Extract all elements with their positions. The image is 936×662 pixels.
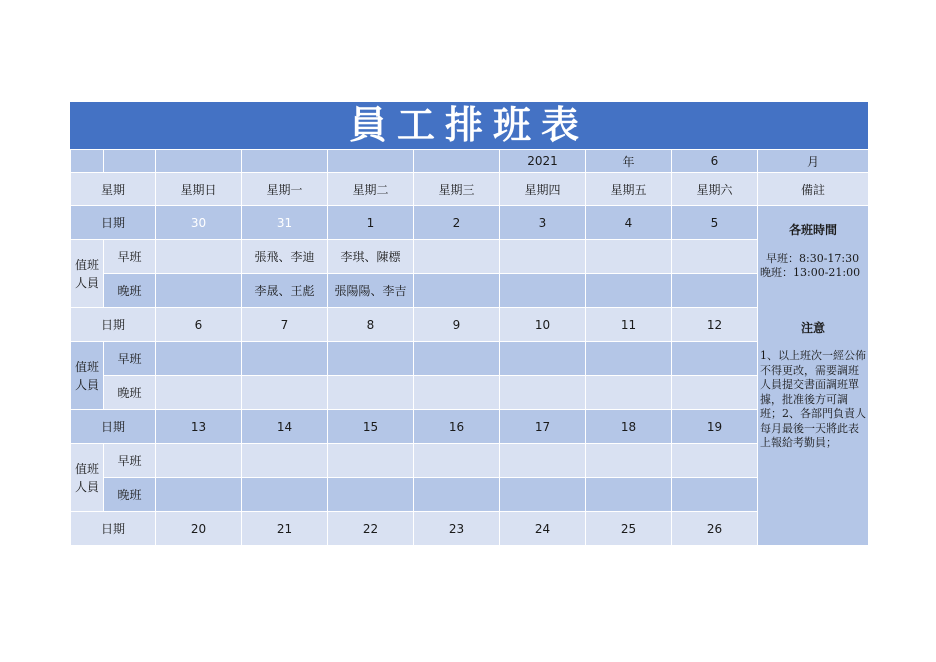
date-cell[interactable]: 23 [414, 512, 500, 546]
shift-cell[interactable] [500, 376, 586, 410]
shift-times-title: 各班時間 [788, 223, 837, 237]
duty-staff-label: 值班人員 [71, 342, 104, 410]
month-label: 月 [758, 150, 869, 173]
morning-shift-row [71, 240, 869, 274]
date-row [71, 308, 869, 342]
schedule-sheet [70, 102, 868, 546]
shift-cell[interactable] [156, 478, 242, 512]
evening-shift-row [71, 376, 869, 410]
shift-cell[interactable] [672, 240, 758, 274]
evening-shift-label: 晚班 [104, 478, 156, 512]
shift-cell[interactable] [328, 444, 414, 478]
date-cell[interactable]: 8 [328, 308, 414, 342]
shift-cell[interactable]: 張飛、李迪 [242, 240, 328, 274]
remarks-label: 備註 [758, 173, 869, 206]
year-label: 年 [586, 150, 672, 173]
weekday-wed: 星期三 [414, 173, 500, 206]
date-cell[interactable]: 5 [672, 206, 758, 240]
date-cell[interactable]: 9 [414, 308, 500, 342]
shift-cell[interactable] [242, 342, 328, 376]
shift-cell[interactable] [414, 342, 500, 376]
date-cell[interactable]: 15 [328, 410, 414, 444]
shift-cell[interactable] [672, 376, 758, 410]
evening-shift-label: 晚班 [104, 376, 156, 410]
shift-cell[interactable] [500, 478, 586, 512]
date-cell[interactable]: 30 [156, 206, 242, 240]
year-value[interactable]: 2021 [500, 150, 586, 173]
shift-cell[interactable] [328, 342, 414, 376]
shift-cell[interactable] [586, 478, 672, 512]
evening-shift-row [71, 478, 869, 512]
shift-cell[interactable] [672, 444, 758, 478]
shift-cell[interactable] [586, 274, 672, 308]
date-cell[interactable]: 6 [156, 308, 242, 342]
shift-cell[interactable] [586, 444, 672, 478]
weekday-thu: 星期四 [500, 173, 586, 206]
duty-staff-label: 值班人員 [71, 444, 104, 512]
date-cell[interactable]: 4 [586, 206, 672, 240]
shift-cell[interactable] [414, 274, 500, 308]
date-cell[interactable]: 10 [500, 308, 586, 342]
weekday-sun: 星期日 [156, 173, 242, 206]
shift-cell[interactable] [586, 240, 672, 274]
date-cell[interactable]: 12 [672, 308, 758, 342]
blank-cell [328, 150, 414, 173]
remarks-cell [758, 206, 869, 546]
date-cell[interactable]: 25 [586, 512, 672, 546]
date-cell[interactable]: 20 [156, 512, 242, 546]
morning-shift-label: 早班 [104, 444, 156, 478]
date-cell[interactable]: 21 [242, 512, 328, 546]
notice-title: 注意 [800, 320, 825, 335]
morning-shift-row [71, 342, 869, 376]
morning-shift-row [71, 444, 869, 478]
blank-cell [71, 150, 104, 173]
schedule-table [70, 149, 869, 546]
shift-cell[interactable] [328, 376, 414, 410]
notice-text: 1、以上班次一經公佈不得更改，需要調班人員提交書面調班單據，批准後方可調班；2、各部門負責人每月最後一天將此表上報給考勤員； [760, 349, 866, 449]
weekday-tue: 星期二 [328, 173, 414, 206]
shift-cell[interactable] [500, 444, 586, 478]
duty-staff-label: 值班人員 [71, 240, 104, 308]
blank-cell [104, 150, 156, 173]
shift-cell[interactable] [586, 342, 672, 376]
date-cell[interactable]: 1 [328, 206, 414, 240]
morning-shift-label: 早班 [104, 342, 156, 376]
shift-times-text: 早班：8:30-17:30 晚班：13:00-21:00 [760, 251, 861, 279]
date-cell[interactable]: 16 [414, 410, 500, 444]
blank-cell [156, 150, 242, 173]
shift-cell[interactable] [414, 376, 500, 410]
evening-shift-row [71, 274, 869, 308]
shift-cell[interactable] [242, 376, 328, 410]
shift-cell[interactable] [242, 478, 328, 512]
date-cell[interactable]: 17 [500, 410, 586, 444]
blank-cell [414, 150, 500, 173]
weekday-sat: 星期六 [672, 173, 758, 206]
shift-cell[interactable] [500, 342, 586, 376]
date-label: 日期 [71, 206, 156, 240]
shift-cell[interactable] [328, 478, 414, 512]
date-label: 日期 [71, 410, 156, 444]
shift-cell[interactable]: 李晟、王彪 [242, 274, 328, 308]
date-cell[interactable]: 26 [672, 512, 758, 546]
weekday-label: 星期 [71, 173, 156, 206]
weekday-row [71, 173, 869, 206]
sheet-title: 員工排班表 [70, 102, 868, 149]
shift-cell[interactable] [500, 240, 586, 274]
shift-cell[interactable] [156, 444, 242, 478]
date-cell[interactable]: 19 [672, 410, 758, 444]
shift-cell[interactable] [414, 478, 500, 512]
month-value[interactable]: 6 [672, 150, 758, 173]
shift-cell[interactable] [500, 274, 586, 308]
date-cell[interactable]: 14 [242, 410, 328, 444]
blank-cell [242, 150, 328, 173]
weekday-fri: 星期五 [586, 173, 672, 206]
date-row [71, 512, 869, 546]
shift-cell[interactable] [156, 376, 242, 410]
shift-cell[interactable]: 李琪、陳標 [328, 240, 414, 274]
shift-cell[interactable] [414, 444, 500, 478]
date-cell[interactable]: 31 [242, 206, 328, 240]
shift-cell[interactable] [672, 342, 758, 376]
date-label: 日期 [71, 308, 156, 342]
evening-shift-label: 晚班 [104, 274, 156, 308]
shift-cell[interactable] [156, 240, 242, 274]
date-cell[interactable]: 2 [414, 206, 500, 240]
shift-cell[interactable]: 張陽陽、李吉 [328, 274, 414, 308]
shift-cell[interactable] [586, 376, 672, 410]
date-cell[interactable]: 3 [500, 206, 586, 240]
shift-cell[interactable] [242, 444, 328, 478]
date-cell[interactable]: 13 [156, 410, 242, 444]
shift-cell[interactable] [156, 342, 242, 376]
weekday-mon: 星期一 [242, 173, 328, 206]
date-row [71, 206, 869, 240]
date-cell[interactable]: 11 [586, 308, 672, 342]
date-cell[interactable]: 7 [242, 308, 328, 342]
shift-cell[interactable] [672, 478, 758, 512]
year-month-row [71, 150, 869, 173]
date-cell[interactable]: 18 [586, 410, 672, 444]
date-cell[interactable]: 24 [500, 512, 586, 546]
shift-cell[interactable] [156, 274, 242, 308]
date-cell[interactable]: 22 [328, 512, 414, 546]
date-label: 日期 [71, 512, 156, 546]
shift-cell[interactable] [414, 240, 500, 274]
morning-shift-label: 早班 [104, 240, 156, 274]
shift-cell[interactable] [672, 274, 758, 308]
date-row [71, 410, 869, 444]
